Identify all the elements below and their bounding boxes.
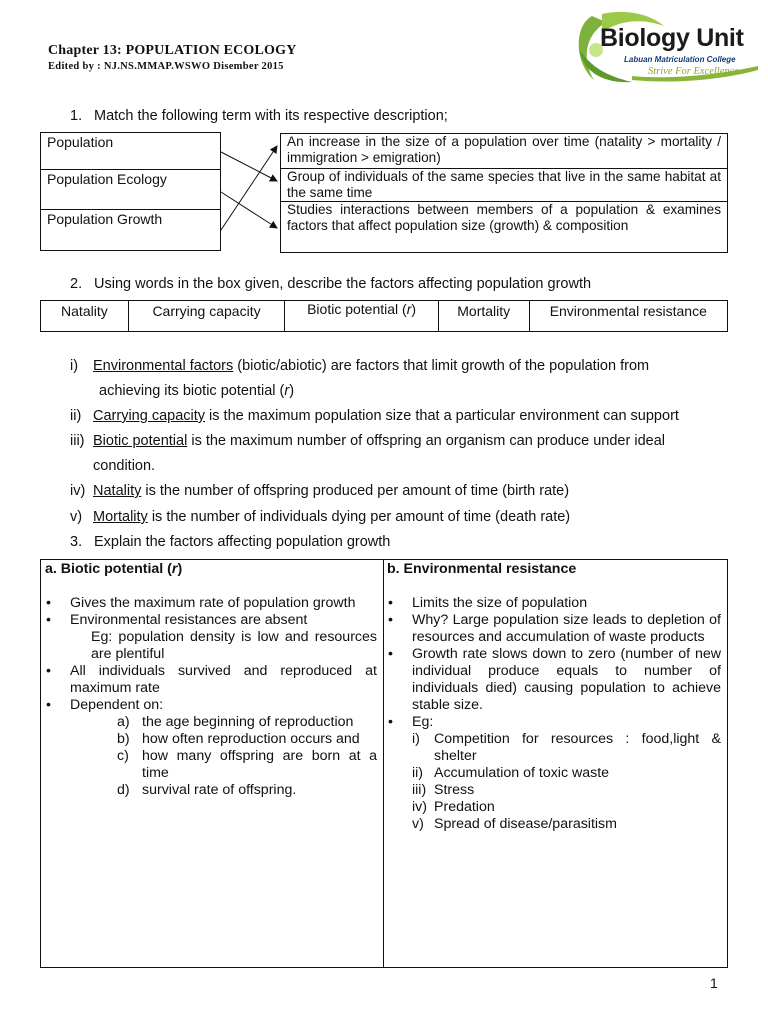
word-natality: Natality	[61, 303, 108, 319]
definition-number: ii)	[70, 408, 82, 424]
word-environmental-resistance: Environmental resistance	[549, 303, 707, 319]
word-cell	[439, 301, 530, 331]
term-box	[40, 209, 221, 251]
bullet-item: • Limits the size of population	[387, 595, 721, 612]
bullet-item: • Growth rate slows down to zero (number of new individual produce equals to number of individuals died) causing population to achieve stable size.	[387, 646, 721, 714]
definition-text: is the number of individuals dying per amount of time (death rate)	[147, 509, 571, 525]
sub-item: b) how often reproduction occurs and	[117, 731, 360, 747]
question-text: Match the following term with its respective description;	[94, 108, 448, 124]
definition-v	[70, 505, 722, 530]
sub-item: iv) Predation	[412, 799, 495, 815]
bullet-item: • Gives the maximum rate of population growth	[45, 595, 377, 612]
term-label: Population Ecology	[47, 171, 167, 187]
column-heading: b. Environmental resistance	[387, 561, 577, 577]
question-2	[70, 276, 591, 292]
word-cell	[129, 301, 286, 331]
word-cell	[41, 301, 129, 331]
description-box	[280, 133, 728, 169]
definition-text: is the maximum population size that a particular environment can support	[205, 408, 679, 424]
word-box	[40, 300, 728, 332]
page-number: 1	[710, 975, 718, 991]
example-text: Eg: population density is low and resources are plentiful	[91, 629, 377, 662]
term-box	[40, 132, 221, 170]
description-text: Group of individuals of the same species that live in the same habitat at the same time	[287, 169, 721, 200]
definition-ii	[70, 404, 722, 429]
arrow-population-growth	[221, 146, 277, 230]
column-biotic-potential	[45, 560, 377, 799]
word-carrying-capacity: Carrying capacity	[152, 303, 261, 319]
bullet-item: • Environmental resistances are absent Eg: population density is low and resources are plentiful	[45, 612, 377, 663]
bullet-item: • Eg: i) Competition for resources : food,light & shelter ii) Accumulation of toxic waste iii) Stress iv) Predation v) Spread of disease/parasitism	[387, 714, 721, 833]
column-heading: a. Biotic potential (r)	[45, 561, 183, 577]
question-text: Explain the factors affecting population growth	[94, 534, 391, 550]
definition-r: r	[284, 383, 290, 399]
description-text: An increase in the size of a population over time (natality > mortality / immigration > emigration)	[287, 134, 721, 165]
word-r: r	[406, 301, 412, 317]
word-cell	[285, 301, 439, 331]
definition-number: iii)	[70, 433, 85, 449]
bullet-item: • All individuals survived and reproduced at maximum rate	[45, 663, 377, 697]
definition-text: is the number of offspring produced per amount of time (birth rate)	[141, 483, 570, 499]
sub-item: a) the age beginning of reproduction	[117, 714, 354, 730]
sub-item: iii) Stress	[412, 782, 475, 798]
definition-term: Carrying capacity	[93, 408, 206, 424]
term-label: Population	[47, 134, 114, 150]
chapter-title: Chapter 13: POPULATION ECOLOGY	[48, 43, 297, 58]
definition-term: Biotic potential	[93, 433, 188, 449]
logo-title: Biology Unit	[600, 24, 744, 52]
question-text: Using words in the box given, describe the factors affecting population growth	[94, 276, 592, 292]
sub-item: c) how many offspring are born at a time	[117, 748, 377, 781]
biology-unit-logo	[572, 10, 762, 86]
question-number: 3.	[70, 534, 83, 550]
definition-i	[70, 354, 722, 404]
factors-table	[40, 559, 728, 968]
word-mortality: Mortality	[457, 303, 511, 319]
logo-motto: Strive For Excellence	[648, 66, 739, 77]
definition-text: )	[289, 383, 295, 399]
column-divider	[383, 560, 384, 967]
term-box	[40, 169, 221, 210]
definition-iii	[70, 429, 722, 479]
definition-number: iv)	[70, 483, 86, 499]
column-environmental-resistance	[387, 560, 721, 833]
definition-text: achieving its biotic potential (	[99, 383, 285, 399]
sub-item: ii) Accumulation of toxic waste	[412, 765, 610, 781]
question-1	[70, 108, 448, 124]
word-paren: )	[411, 301, 417, 317]
question-number: 1.	[70, 108, 83, 124]
description-box	[280, 168, 728, 202]
definition-number: i)	[70, 358, 79, 374]
bullet-item: • Dependent on: a) the age beginning of reproduction b) how often reproduction occurs and c) how many offspring are born at a time d) survival rate of offspring.	[45, 697, 377, 799]
bullet-item: • Why? Large population size leads to depletion of resources and accumulation of waste products	[387, 612, 721, 646]
definition-text: is the maximum number of offspring an organism can produce under ideal	[187, 433, 665, 449]
definition-term: Environmental factors	[93, 358, 234, 374]
word-biotic-potential: Biotic potential (	[307, 301, 407, 317]
question-3	[70, 534, 390, 550]
definition-term: Natality	[93, 483, 142, 499]
sub-item: i) Competition for resources : food,light & shelter	[412, 731, 721, 764]
term-label: Population Growth	[47, 211, 163, 227]
description-text: Studies interactions between members of a population & examines factors that affect population size (growth) & composition	[287, 202, 721, 233]
sub-item: d) survival rate of offspring.	[117, 782, 297, 798]
question-number: 2.	[70, 276, 83, 292]
word-cell	[530, 301, 727, 331]
definition-iv	[70, 479, 722, 504]
sub-item: v) Spread of disease/parasitism	[412, 816, 617, 832]
definition-text: condition.	[93, 458, 156, 474]
description-box	[280, 201, 728, 253]
definition-text: (biotic/abiotic) are factors that limit growth of the population from	[233, 358, 650, 374]
arrow-population-ecology	[221, 192, 277, 228]
logo-college: Labuan Matriculation College	[624, 55, 736, 64]
arrow-population	[221, 152, 277, 181]
definition-term: Mortality	[93, 509, 148, 525]
definition-number: v)	[70, 509, 83, 525]
edited-by: Edited by : NJ.NS.MMAP.WSWO Disember 2015	[48, 61, 284, 72]
